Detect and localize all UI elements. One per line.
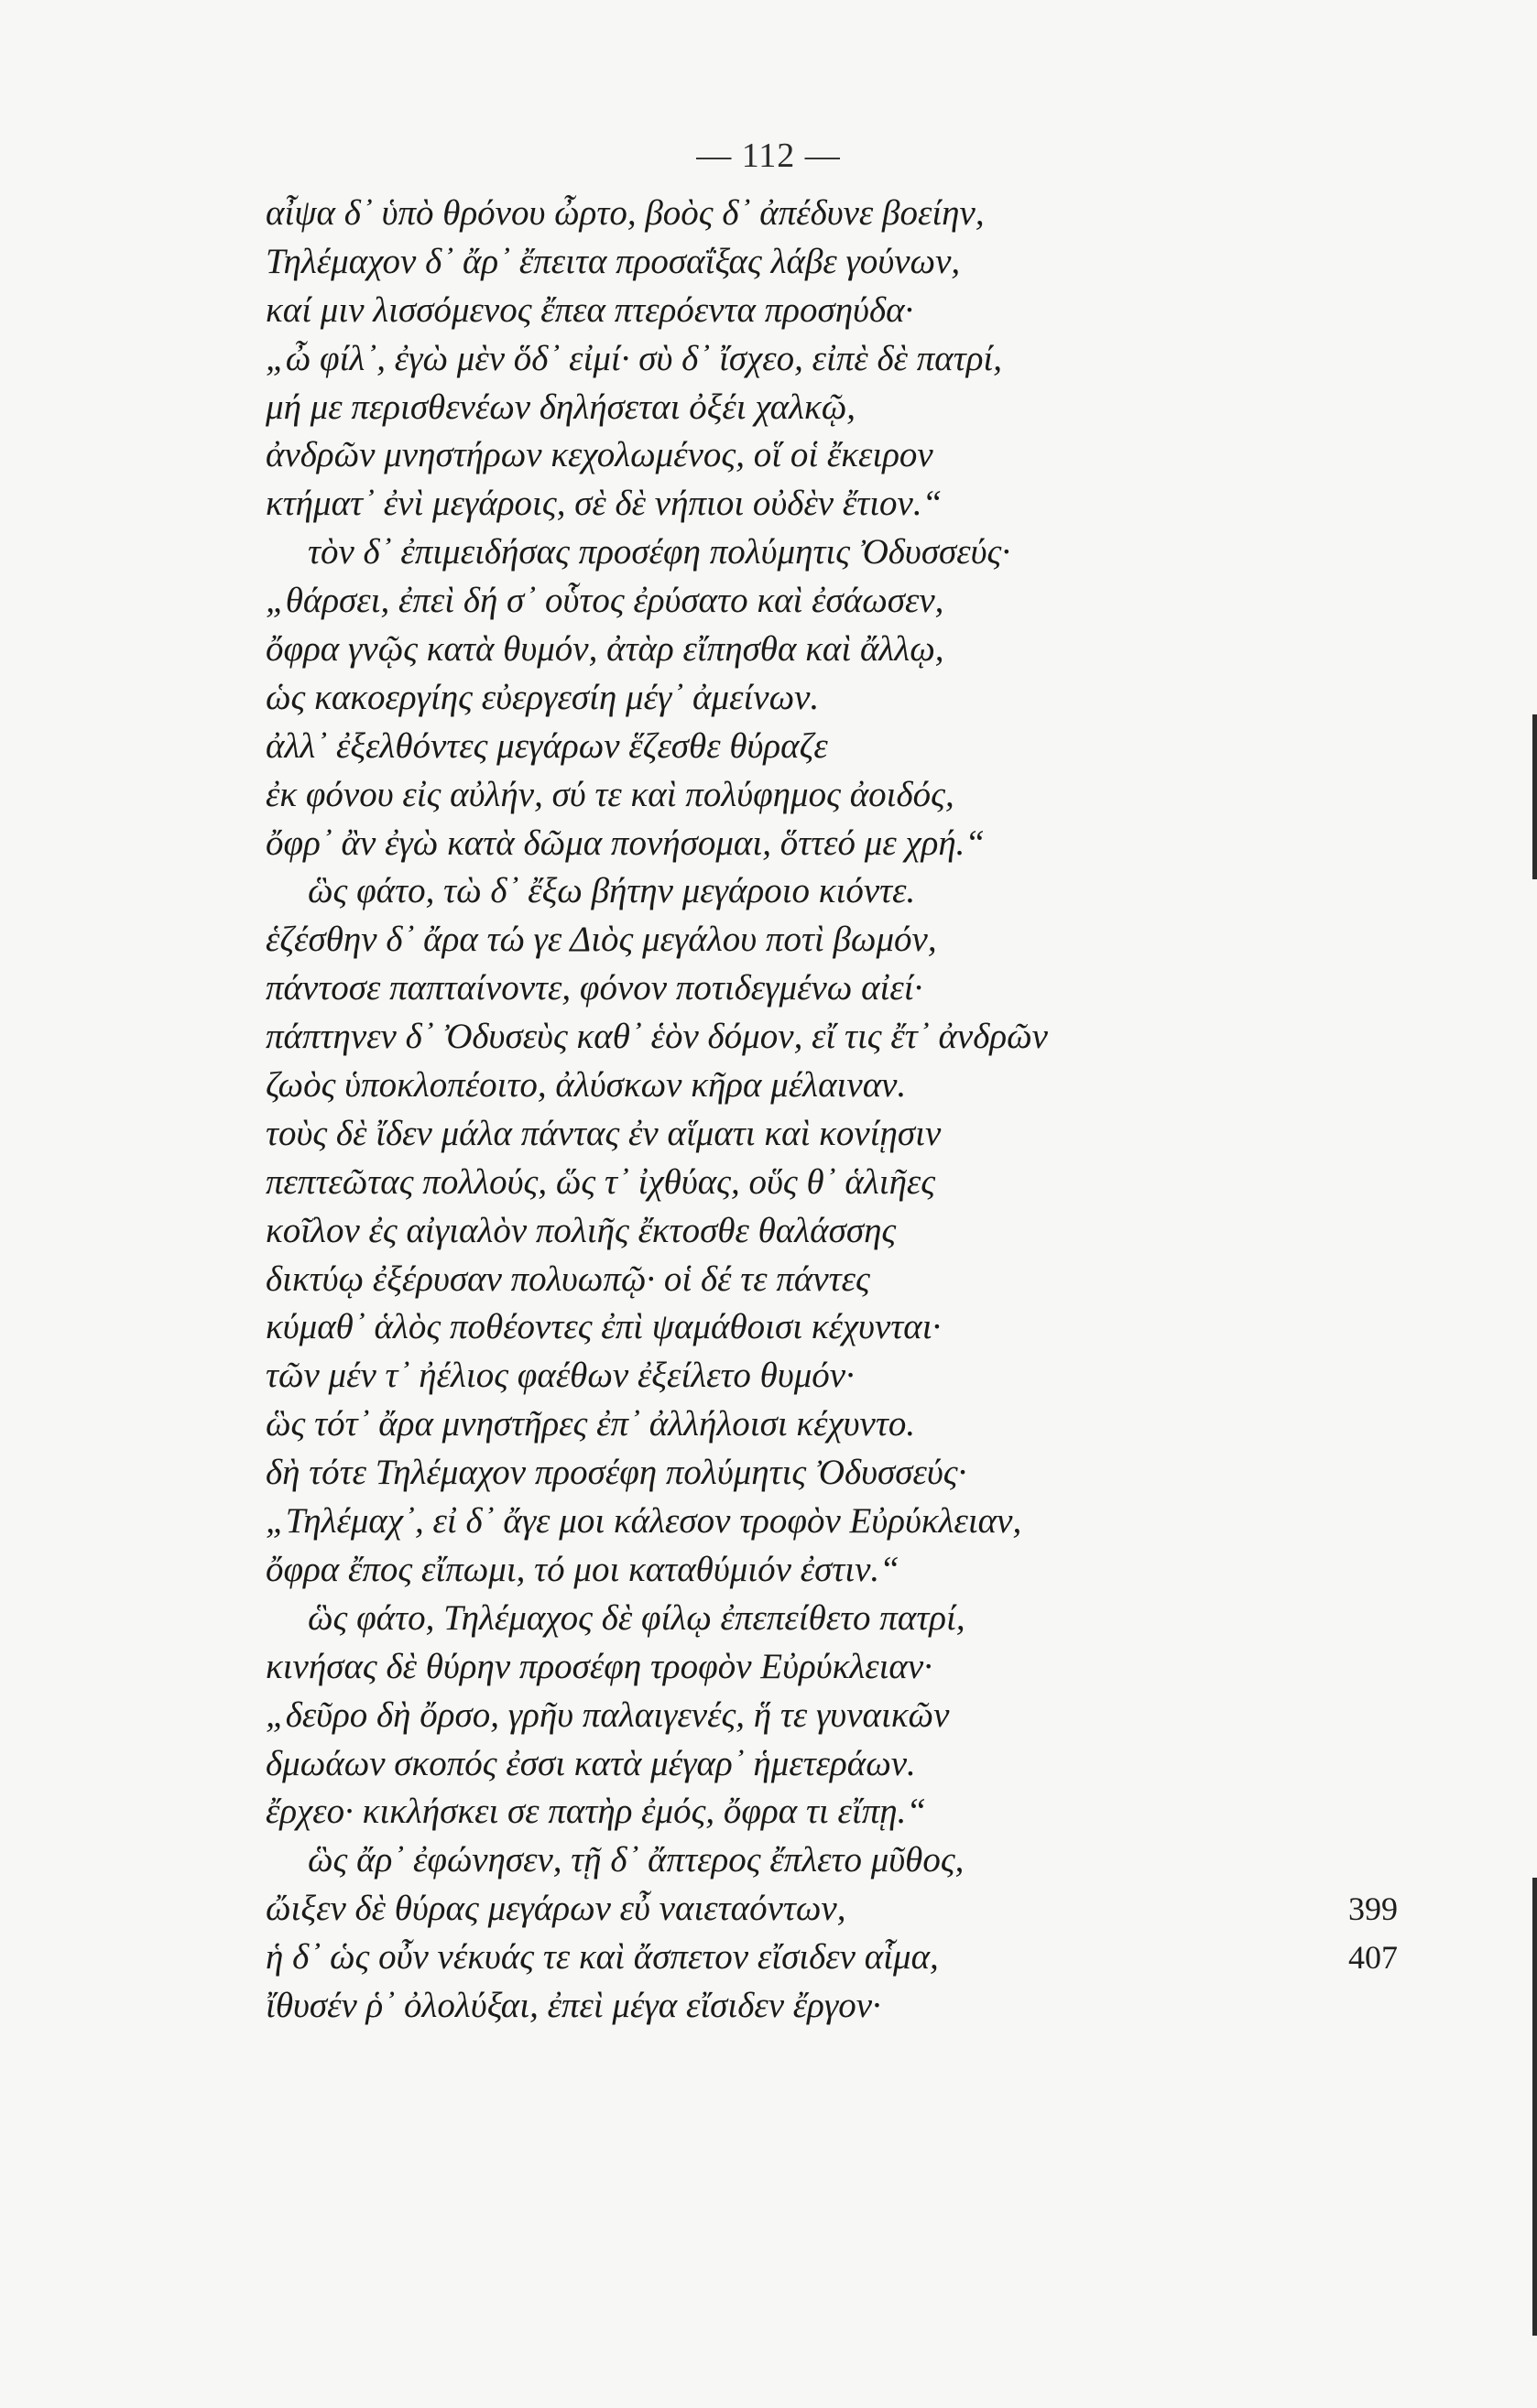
verse-line-text: τοὺς δὲ ἴδεν μάλα πάντας ἐν αἵματι καὶ κονίῃσιν (266, 1113, 942, 1153)
verse-line-text: δμωάων σκοπός ἐσσι κατὰ μέγαρ᾽ ἡμετεράων. (266, 1743, 916, 1783)
verse-line (266, 431, 1282, 480)
verse-line-text: κινήσας δὲ θύρην προσέφη τροφὸν Εὐρύκλειαν· (266, 1646, 932, 1686)
verse-line (266, 820, 1282, 868)
verse-line-text: ζωὸς ὑποκλοπέοιτο, ἀλύσκων κῆρα μέλαιναν. (266, 1065, 907, 1106)
verse-line (266, 238, 1282, 287)
verse-line (266, 1546, 1282, 1595)
verse-line (266, 1692, 1282, 1740)
verse-line-text: τῶν μέν τ᾽ ἠέλιος φαέθων ἐξείλετο θυμόν· (266, 1356, 855, 1396)
verse-line-text: δικτύῳ ἐξέρυσαν πολυωπῷ· οἱ δέ τε πάντες (266, 1258, 870, 1299)
page-number: — 112 — (696, 136, 841, 175)
verse-line (266, 964, 1282, 1013)
verse-line-text: ὣς ἄρ᾽ ἐφώνησεν, τῇ δ᾽ ἄπτερος ἔπλετο μῦθος, (308, 1840, 965, 1880)
verse-line (266, 867, 1282, 916)
verse-line (266, 1788, 1282, 1836)
verse-line (266, 528, 1282, 577)
verse-block (266, 190, 1398, 2031)
verse-line-text: ὄφρα ἔπος εἴπωμι, τό μοι καταθύμιόν ἐστιν.“ (266, 1549, 899, 1589)
verse-line-text: ὣς φάτο, Τηλέμαχος δὲ φίλῳ ἐπεπείθετο πατρί, (308, 1597, 965, 1638)
verse-line (266, 1256, 1282, 1304)
verse-line (266, 1740, 1282, 1789)
verse-line (266, 577, 1282, 626)
verse-line (266, 1207, 1282, 1256)
verse-line (266, 626, 1282, 674)
verse-line (266, 1934, 1398, 1982)
verse-line-text: ἡ δ᾽ ὡς οὖν νέκυάς τε καὶ ἄσπετον εἴσιδεν αἷμα, (266, 1937, 939, 1978)
line-number: 399 (1348, 1890, 1398, 1928)
verse-line-text: ἑζέσθην δ᾽ ἄρα τώ γε Διὸς μεγάλου ποτὶ βωμόν, (266, 920, 937, 960)
verse-line-text: ὡς κακοεργίης εὐεργεσίη μέγ᾽ ἀμείνων. (266, 677, 820, 717)
verse-line-text: πεπτεῶτας πολλούς, ὥς τ᾽ ἰχθύας, οὕς θ᾽ ἁλιῆες (266, 1161, 936, 1202)
verse-line (266, 674, 1282, 723)
verse-line (266, 1643, 1282, 1692)
verse-line-text: καί μιν λισσόμενος ἔπεα πτερόεντα προσηύδα· (266, 289, 914, 330)
verse-line (266, 480, 1282, 528)
verse-line-text: πάντοσε παπταίνοντε, φόνον ποτιδεγμένω αἰεί· (266, 968, 923, 1008)
verse-line (266, 384, 1282, 432)
verse-line (266, 916, 1282, 964)
verse-line (266, 335, 1282, 384)
verse-line-text: ὤιξεν δὲ θύρας μεγάρων εὖ ναιεταόντων, (266, 1889, 846, 1929)
verse-line-text: τὸν δ᾽ ἐπιμειδήσας προσέφη πολύμητις Ὀδυσσεύς· (308, 532, 1011, 572)
verse-line-text: κοῖλον ἐς αἰγιαλὸν πολιῆς ἔκτοσθε θαλάσσης (266, 1210, 897, 1250)
verse-line (266, 1159, 1282, 1207)
verse-line-text: δὴ τότε Τηλέμαχον προσέφη πολύμητις Ὀδυσσεύς· (266, 1453, 967, 1493)
verse-line (266, 1836, 1282, 1885)
verse-line-text: „Τηλέμαχ᾽, εἰ δ᾽ ἄγε μοι κάλεσον τροφὸν Εὐρύκλειαν, (266, 1501, 1022, 1542)
verse-line-text: „θάρσει, ἐπεὶ δή σ᾽ οὗτος ἐρύσατο καὶ ἐσάωσεν, (266, 581, 944, 621)
verse-line-text: ὄφρα γνῷς κατὰ θυμόν, ἀτὰρ εἴπησθα καὶ ἄλλῳ, (266, 629, 944, 670)
line-number: 407 (1348, 1939, 1398, 1977)
verse-line-text: πάπτηνεν δ᾽ Ὀδυσεὺς καθ᾽ ἑὸν δόμον, εἴ τις ἔτ᾽ ἀνδρῶν (266, 1017, 1048, 1057)
verse-line (266, 723, 1282, 771)
verse-line-text: „δεῦρο δὴ ὄρσο, γρῆυ παλαιγενές, ἥ τε γυναικῶν (266, 1694, 950, 1735)
page-edge-mark-bottom (1532, 1878, 1537, 2336)
verse-line-text: ἀλλ᾽ ἐξελθόντες μεγάρων ἕζεσθε θύραζε (266, 725, 828, 766)
verse-line-text: ὣς τότ᾽ ἄρα μνηστῆρες ἐπ᾽ ἀλλήλοισι κέχυντο. (266, 1404, 916, 1444)
verse-line (266, 771, 1282, 820)
verse-line-text: κτήματ᾽ ἐνὶ μεγάροις, σὲ δὲ νήπιοι οὐδὲν ἔτιον.“ (266, 484, 943, 524)
verse-line (266, 1449, 1282, 1498)
verse-line (266, 1013, 1282, 1062)
verse-line (266, 190, 1282, 238)
verse-line (266, 1062, 1282, 1110)
verse-line (266, 1595, 1282, 1643)
verse-line-text: ἀνδρῶν μνηστήρων κεχολωμένος, οἵ οἱ ἔκειρον (266, 435, 933, 475)
verse-line-text: ἴθυσέν ῥ᾽ ὀλολύξαι, ἐπεὶ μέγα εἴσιδεν ἔργον· (266, 1985, 881, 2025)
verse-line (266, 1303, 1282, 1352)
verse-line-text: ἐκ φόνου εἰς αὐλήν, σύ τε καὶ πολύφημος ἀοιδός, (266, 774, 954, 814)
verse-line (266, 1400, 1282, 1449)
verse-line-text: αἶψα δ᾽ ὑπὸ θρόνου ὦρτο, βοὸς δ᾽ ἀπέδυνε βοείην, (266, 193, 985, 233)
verse-line-text: Τηλέμαχον δ᾽ ἄρ᾽ ἔπειτα προσαΐξας λάβε γούνων, (266, 241, 961, 281)
verse-line (266, 1885, 1398, 1934)
verse-line-text: ὣς φάτο, τὼ δ᾽ ἔξω βήτην μεγάροιο κιόντε. (308, 871, 916, 911)
page-edge-mark-top (1532, 714, 1537, 879)
verse-line-text: ὄφρ᾽ ἂν ἐγὼ κατὰ δῶμα πονήσομαι, ὅττεό με χρή.“ (266, 823, 986, 863)
verse-line (266, 1498, 1282, 1546)
verse-line-text: „ὦ φίλ᾽, ἐγὼ μὲν ὅδ᾽ εἰμί· σὺ δ᾽ ἴσχεο, εἰπὲ δὲ πατρί, (266, 338, 1002, 378)
verse-line (266, 1982, 1282, 2031)
verse-line (266, 287, 1282, 335)
verse-line-text: κύμαθ᾽ ἁλὸς ποθέοντες ἐπὶ ψαμάθοισι κέχυνται· (266, 1307, 942, 1347)
verse-line-text: ἔρχεο· κικλήσκει σε πατὴρ ἐμός, ὄφρα τι εἴπῃ.“ (266, 1792, 927, 1832)
verse-line (266, 1110, 1282, 1159)
verse-line-text: μή με περισθενέων δηλήσεται ὀξέι χαλκῷ, (266, 387, 856, 427)
verse-line (266, 1352, 1282, 1400)
